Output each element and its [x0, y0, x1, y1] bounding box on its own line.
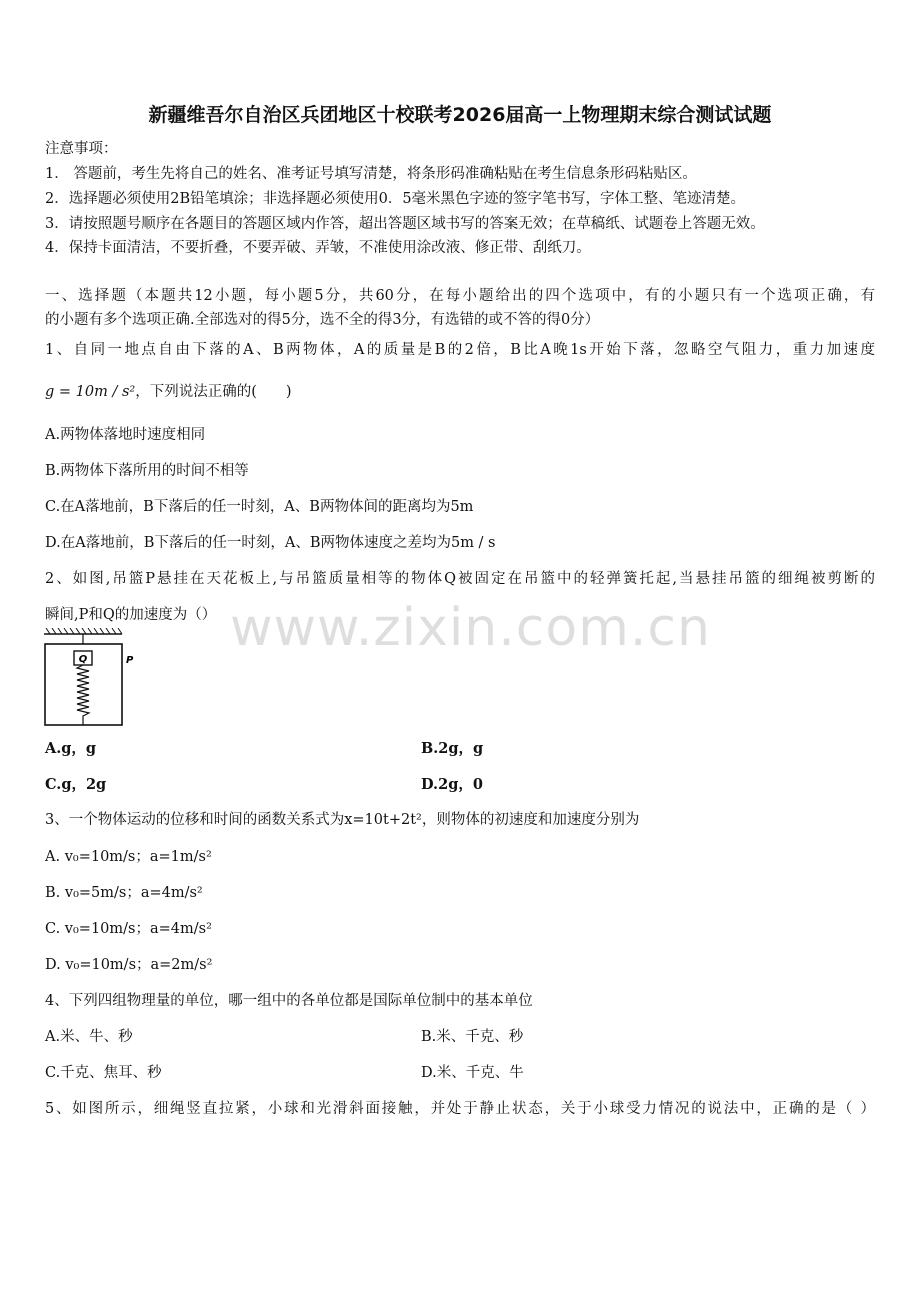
section-heading-line1: 一、选择题（本题共12小题，每小题5分，共60分，在每小题给出的四个选项中，有的小题只有一个选项正确，有 — [45, 288, 875, 304]
q2-option-c: C.g，2g — [45, 776, 107, 793]
q2-option-b: B.2g，g — [421, 740, 484, 757]
q1-option-c: C.在A落地前，B下落后的任一时刻，A、B两物体间的距离均为5m — [45, 499, 474, 515]
q3-option-a: A. v₀=10m/s；a=1m/s² — [45, 849, 212, 865]
notice-item-3: 3．请按照题号顺序在各题目的答题区域内作答，超出答题区域书写的答案无效；在草稿纸、试题卷上答题无效。 — [45, 216, 765, 232]
q5-stem: 5、如图所示，细绳竖直拉紧，小球和光滑斜面接触，并处于静止状态，关于小球受力情况的说法中，正确的是（ ） — [45, 1101, 875, 1117]
notice-item-2: 2．选择题必须使用2B铅笔填涂；非选择题必须使用0．5毫米黑色字迹的签字笔书写，字体工整、笔迹清楚。 — [45, 191, 746, 207]
q4-option-d: D.米、千克、牛 — [421, 1065, 524, 1081]
q1-stem-line2 — [45, 380, 292, 401]
q3-option-d: D. v₀=10m/s；a=2m/s² — [45, 957, 213, 973]
basket-spring-figure — [44, 628, 154, 730]
notice-heading: 注意事项： — [45, 141, 118, 157]
q2-option-d: D.2g，0 — [421, 776, 483, 793]
section-heading-line2: 的小题有多个选项正确.全部选对的得5分，选不全的得3分，有选错的或不答的得0分） — [45, 312, 600, 328]
notice-item-4: 4．保持卡面清洁，不要折叠，不要弄破、弄皱，不准使用涂改液、修正带、刮纸刀。 — [45, 240, 591, 256]
q1-formula: g = 10m / s² — [45, 384, 136, 400]
ceiling-hatch — [44, 628, 122, 634]
q2-option-a: A.g，g — [45, 740, 97, 757]
q4-stem: 4、下列四组物理量的单位，哪一组中的各单位都是国际单位制中的基本单位 — [45, 993, 533, 1009]
q1-option-d: D.在A落地前，B下落后的任一时刻，A、B两物体速度之差均为5m / s — [45, 535, 496, 551]
q4-option-b: B.米、千克、秒 — [421, 1029, 524, 1045]
q2-stem-line1: 2、如图,吊篮P悬挂在天花板上,与吊篮质量相等的物体Q被固定在吊篮中的轻弹簧托起,当悬挂吊篮的细绳被剪断的 — [45, 571, 875, 587]
label-p: P — [126, 655, 134, 666]
q3-option-b: B. v₀=5m/s；a=4m/s² — [45, 885, 203, 901]
q1-option-a: A.两物体落地时速度相同 — [45, 427, 206, 443]
spring — [77, 665, 89, 725]
notice-item-1: 1． 答题前，考生先将自己的姓名、准考证号填写清楚，将条形码准确粘贴在考生信息条形码粘贴区。 — [45, 166, 697, 182]
exam-title: 新疆维吾尔自治区兵团地区十校联考2026届高一上物理期末综合测试试题 — [148, 104, 772, 126]
q4-option-a: A.米、牛、秒 — [45, 1029, 133, 1045]
q3-stem: 3、一个物体运动的位移和时间的函数关系式为x=10t+2t²，则物体的初速度和加速度分别为 — [45, 812, 640, 828]
watermark: www.zixin.com.cn — [230, 598, 711, 658]
q1-option-b: B.两物体下落所用的时间不相等 — [45, 463, 249, 479]
q4-option-c: C.千克、焦耳、秒 — [45, 1065, 162, 1081]
label-q: Q — [78, 654, 88, 665]
q3-option-c: C. v₀=10m/s；a=4m/s² — [45, 921, 212, 937]
q2-stem-line2: 瞬间,P和Q的加速度为（） — [45, 607, 217, 623]
q1-stem-line1: 1、自同一地点自由下落的A、B两物体，A的质量是B的2倍，B比A晚1s开始下落，忽略空气阻力，重力加速度 — [45, 342, 875, 358]
q1-stem-tail: ，下列说法正确的( ) — [135, 384, 292, 400]
